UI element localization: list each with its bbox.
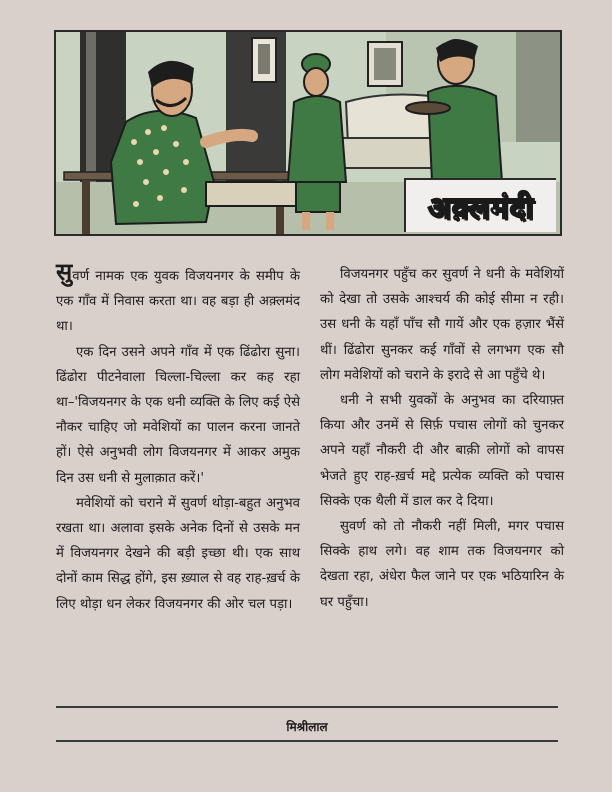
paragraph: विजयनगर पहुँच कर सुवर्ण ने धनी के मवेशियों को देखा तो उसके आश्चर्य की कोई सीमा न रही। उस धनी के यहाँ पाँच सौ गायें और एक हज़ार भैंसें थीं। ढिंढोरा सुनकर कई गाँवों से लगभग एक सौ लोग मवेशियों को चराने के इरादे से आ पहुँचे थे।: [320, 267, 564, 383]
paragraph: मवेशियों को चराने में सुवर्ण थोड़ा-बहुत अनुभव रखता था। अलावा इसके अनेक दिनों से उसके मन में विजयनगर देखने की बड़ी इच्छा थी। एक साथ दोनों काम सिद्ध होंगे, इस ख़्याल से वह राह-ख़र्च के लिए थोड़ा धन लेकर विजयनगर की ओर चल पड़ा।: [56, 495, 300, 612]
dropcap: सु: [56, 258, 73, 286]
author-credit: मिश्रीलाल: [286, 720, 328, 734]
right-column: [320, 262, 564, 692]
story-text: [56, 258, 564, 692]
story-title: अक़्लमंदी: [427, 190, 535, 226]
top-divider: [56, 706, 558, 708]
title-box: [404, 178, 556, 232]
story-illustration: [54, 30, 562, 236]
paragraph: धनी ने सभी युवकों के अनुभव का दरियाफ़्त किया और उनमें से सिर्फ़ पचास लोगों को चुनकर अपने यहाँ नौकरी दी और बाक़ी लोगों को वापस भेजते हुए राह-ख़र्च मद्दे प्रत्येक व्यक्ति को पचास सिक्के एक थैली में डाल कर दे दिया।: [320, 393, 564, 509]
paragraph: एक दिन उसने अपने गाँव में एक ढिंढोरा सुना। ढिंढोरा पीटनेवाला चिल्ला-चिल्ला कर कह रहा था–'विजयनगर के एक धनी व्यक्ति के लिए कई ऐसे नौकर चाहिए जो मवेशियों का पालन करना जानते हों। ऐसे अनुभवी लोग विजयनगर में आकर अमुक दिन उस धनी से मुलाक़ात करें।': [56, 344, 300, 486]
paragraph: सुवर्ण को तो नौकरी नहीं मिली, मगर पचास सिक्के हाथ लगे। वह शाम तक विजयनगर को देखता रहा, अंधेरा फैल जाने पर एक भठियारिन के घर पहुँचा।: [320, 519, 564, 610]
paragraph-text: वर्ण नामक एक युवक विजयनगर के समीप के एक गाँव में निवास करता था। वह बड़ा ही अक़्लमंद था।: [56, 269, 300, 335]
left-column: [56, 258, 300, 692]
bottom-divider: [56, 740, 558, 742]
paragraph: [56, 258, 300, 340]
